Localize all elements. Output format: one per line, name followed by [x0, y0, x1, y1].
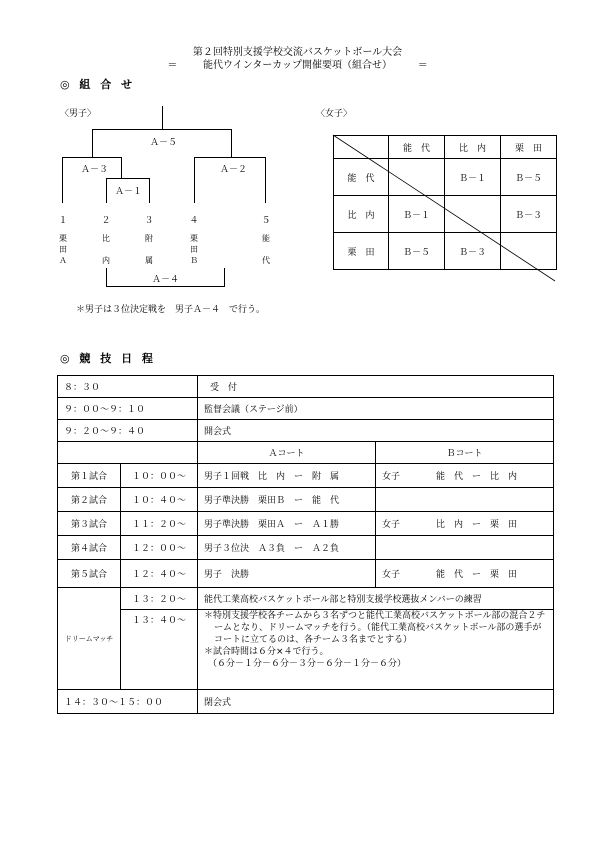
match-cell: Ｂ－３	[445, 233, 501, 270]
boys-note: ＊男子は３位決定戦を 男子Ａ－４ で行う。	[76, 305, 266, 315]
match-left-semi-label: Ａ－３	[81, 165, 109, 175]
team-name: 栗 田 Ａ	[59, 234, 67, 265]
bracket-line	[92, 129, 232, 130]
header-cell: 比 内	[445, 136, 501, 159]
match-cell: Ｂ－３	[501, 196, 557, 233]
bracket-line	[106, 286, 225, 287]
bracket-line	[231, 129, 232, 157]
match-third-place-label: Ａ－４	[152, 275, 180, 285]
table-row	[58, 442, 554, 464]
dream-text-1: 能代工業高校バスケットボール部と特別支援学校選抜メンバーの練習	[198, 588, 554, 610]
bracket-line	[106, 178, 149, 179]
reception-time: ８：３０	[58, 376, 198, 398]
bracket-line	[194, 157, 195, 203]
game-time: １２：４０～	[121, 560, 198, 588]
empty-cell	[58, 442, 198, 464]
bracket-line	[92, 129, 93, 157]
document-title: 第２回特別支援学校交流バスケットボール大会	[192, 47, 403, 58]
game-number: 第３試合	[58, 512, 121, 536]
table-row	[58, 420, 554, 442]
match-cell: Ｂ－５	[501, 159, 557, 196]
section-pairing-heading: ◎ 組 合 せ	[60, 78, 136, 91]
bracket-line	[224, 268, 225, 286]
game-time: １０：４０～	[121, 488, 198, 512]
row-team-cell: 栗 田	[334, 233, 389, 270]
dream-time-1: １３：２０～	[121, 588, 198, 610]
court-a-game: 男子準決勝 栗田Ａ ー Ａ１勝	[198, 512, 376, 536]
bracket-line	[162, 106, 163, 129]
meeting-label: 監督会議（ステージ前）	[198, 398, 554, 420]
girls-label: 〈女子〉	[316, 109, 353, 119]
dream-note-a: ＊特別支援学校各チームから３名ずつと能代工業高校バスケットボール部の混合２チームとなり、ドリームマッチを行う。（能代工業高校バスケットボール部の選手がコートに立てるのは、各チーム３名までとする）	[204, 611, 546, 645]
court-b-game	[376, 488, 554, 512]
dream-match-label: ドリームマッチ	[58, 588, 121, 690]
table-row	[58, 536, 554, 560]
bracket-line	[62, 157, 63, 203]
dream-text-2	[198, 610, 554, 690]
table-row	[58, 512, 554, 536]
bracket-line	[149, 178, 150, 203]
court-b-game: 女子 能 代 ー 栗 田	[376, 560, 554, 588]
team-name: 能 代	[262, 234, 270, 265]
document-subtitle	[0, 56, 595, 71]
row-team-cell: 比 内	[334, 196, 389, 233]
title-eq-left: ＝	[167, 60, 178, 71]
table-row	[58, 588, 554, 610]
table-row	[58, 488, 554, 512]
table-row	[58, 376, 554, 398]
court-b-header: Ｂコート	[376, 442, 554, 464]
closing-label: 閉会式	[198, 690, 554, 714]
table-row	[58, 560, 554, 588]
meeting-time: ９：００～９：１０	[58, 398, 198, 420]
title-eq-right: ＝	[417, 60, 428, 71]
dream-note-b: ＊試合時間は６分×４で行う。	[204, 647, 329, 657]
girls-round-robin-table	[333, 135, 557, 270]
court-a-header: Ａコート	[198, 442, 376, 464]
match-final-label: Ａ－５	[150, 138, 178, 148]
header-cell: 栗 田	[501, 136, 557, 159]
game-number: 第２試合	[58, 488, 121, 512]
section-schedule-heading: ◎ 競 技 日 程	[60, 352, 156, 365]
row-team-cell: 能 代	[334, 159, 389, 196]
dream-time-2: １３：４０～	[121, 610, 198, 690]
table-row	[58, 690, 554, 714]
header-cell: 能 代	[389, 136, 445, 159]
court-a-game: 男子３位決 Ａ３負 ー Ａ２負	[198, 536, 376, 560]
opening-time: ９：２０～９：４０	[58, 420, 198, 442]
game-time: １０：００～	[121, 464, 198, 488]
court-a-game: 男子準決勝 栗田Ｂ ー 能 代	[198, 488, 376, 512]
bracket-line	[265, 157, 266, 203]
court-b-game: 女子 比 内 ー 栗 田	[376, 512, 554, 536]
court-a-game: 男子 決勝	[198, 560, 376, 588]
match-cell	[389, 159, 445, 196]
boys-label: 〈男子〉	[60, 109, 97, 119]
game-number: 第５試合	[58, 560, 121, 588]
team-number: ５	[261, 216, 271, 226]
bracket-line	[106, 178, 107, 203]
team-number: １	[58, 216, 68, 226]
game-number: 第１試合	[58, 464, 121, 488]
schedule-table	[57, 375, 554, 714]
dream-note-c: （６分－１分－６分－３分－６分－１分－６分）	[208, 659, 407, 669]
team-number: ３	[144, 216, 154, 226]
table-row	[58, 610, 554, 690]
reception-label: 受 付	[198, 376, 554, 398]
table-row	[58, 398, 554, 420]
subtitle-text: 能代ウインターカップ開催要項（組合せ）	[203, 60, 392, 71]
game-time: １１：２０～	[121, 512, 198, 536]
match-cell	[445, 196, 501, 233]
match-cell: Ｂ－５	[389, 233, 445, 270]
match-first-label: Ａ－１	[115, 187, 143, 197]
team-number: ２	[101, 216, 111, 226]
court-b-game	[376, 536, 554, 560]
bracket-line	[121, 157, 122, 178]
team-name: 比 内	[102, 234, 110, 265]
game-number: 第４試合	[58, 536, 121, 560]
court-a-game: 男子１回戦 比 内 ー 附 属	[198, 464, 376, 488]
match-cell: Ｂ－１	[445, 159, 501, 196]
team-name: 栗 田 Ｂ	[190, 234, 198, 265]
closing-time: １４：３０～１５：００	[58, 690, 198, 714]
match-right-semi-label: Ａ－２	[220, 165, 248, 175]
bracket-line	[62, 157, 122, 158]
game-time: １２：００～	[121, 536, 198, 560]
bracket-line	[106, 268, 107, 286]
team-name: 附 属	[145, 234, 153, 265]
opening-label: 開会式	[198, 420, 554, 442]
team-number: ４	[189, 216, 199, 226]
corner-cell	[334, 136, 389, 159]
bracket-line	[194, 157, 266, 158]
match-cell	[501, 233, 557, 270]
court-b-game: 女子 能 代 ー 比 内	[376, 464, 554, 488]
table-row	[58, 464, 554, 488]
match-cell: Ｂ－１	[389, 196, 445, 233]
